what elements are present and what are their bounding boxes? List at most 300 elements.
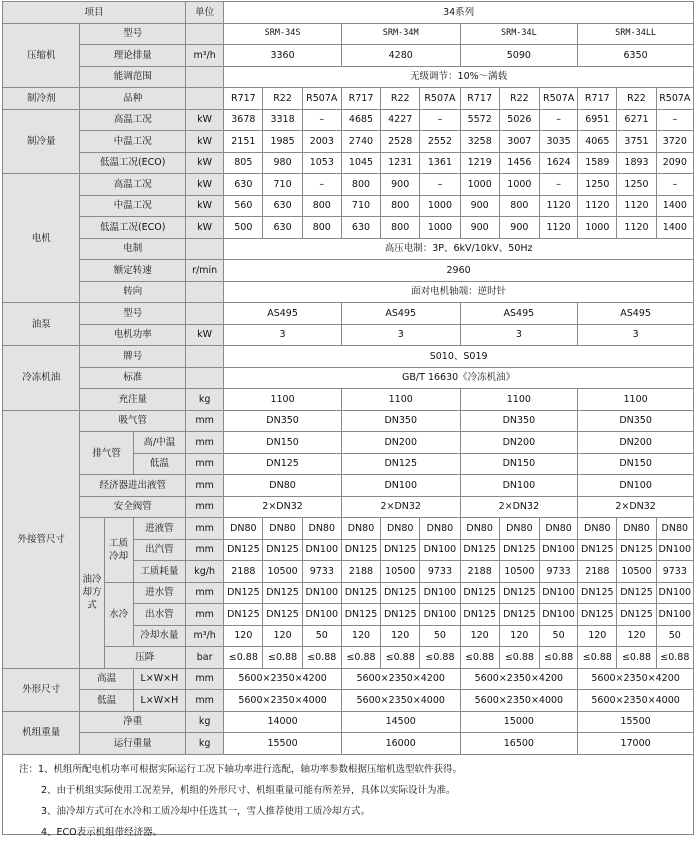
row-label: 经济器进出液管 bbox=[80, 475, 186, 497]
value-cell: 16000 bbox=[341, 733, 460, 755]
value-cell: 1893 bbox=[617, 152, 656, 174]
value-cell: 2188 bbox=[578, 561, 617, 583]
refrigerant-cell: R22 bbox=[381, 88, 420, 110]
value-cell: ≤0.88 bbox=[617, 647, 656, 669]
motor-power-row bbox=[3, 238, 694, 260]
dimension-spec: L×W×H bbox=[133, 668, 185, 690]
capacity-range-value: 无级调节：10%～满载 bbox=[224, 66, 694, 88]
row-label: 冷却水量 bbox=[133, 625, 185, 647]
value-cell: DN200 bbox=[341, 432, 460, 454]
value-cell: DN125 bbox=[381, 539, 420, 561]
value-cell: AS495 bbox=[460, 303, 578, 325]
value-cell: DN100 bbox=[420, 582, 460, 604]
value-cell: DN100 bbox=[460, 475, 578, 497]
value-cell: DN100 bbox=[656, 582, 693, 604]
value-cell: DN125 bbox=[341, 539, 380, 561]
refrigerant-cell: R22 bbox=[263, 88, 302, 110]
value-cell: 10500 bbox=[499, 561, 539, 583]
value-cell: 9733 bbox=[539, 561, 577, 583]
refrigerant-cell: R507A bbox=[420, 88, 460, 110]
value-cell: 900 bbox=[460, 195, 499, 217]
value-cell: 15000 bbox=[460, 711, 578, 733]
value-cell: 120 bbox=[578, 625, 617, 647]
oil-cooling-row bbox=[3, 582, 694, 604]
value-cell: 3 bbox=[341, 324, 460, 346]
value-cell: 2×DN32 bbox=[341, 496, 460, 518]
oil-brand-value: S010、S019 bbox=[224, 346, 694, 368]
refrigerant-label: 品种 bbox=[80, 88, 186, 110]
value-cell: 3007 bbox=[499, 131, 539, 153]
value-cell: AS495 bbox=[341, 303, 460, 325]
value-cell: DN200 bbox=[460, 432, 578, 454]
row-label: 中温工况 bbox=[80, 131, 186, 153]
value-cell: – bbox=[420, 174, 460, 196]
value-cell: DN100 bbox=[539, 539, 577, 561]
motor-rotation-row bbox=[3, 281, 694, 303]
value-cell: DN80 bbox=[341, 518, 380, 540]
value-cell: 980 bbox=[263, 152, 302, 174]
value-cell: 6271 bbox=[617, 109, 656, 131]
value-cell: 5600×2350×4200 bbox=[224, 668, 342, 690]
displacement-value: 5090 bbox=[460, 45, 578, 67]
value-cell: – bbox=[302, 109, 341, 131]
model-name: SRM-34M bbox=[341, 23, 460, 45]
row-label: 型号 bbox=[80, 303, 186, 325]
pipes-group: 外接管尺寸 bbox=[3, 410, 80, 668]
value-cell: 500 bbox=[224, 217, 263, 239]
refrigerant-cell: R717 bbox=[341, 88, 380, 110]
motor-row bbox=[3, 174, 694, 196]
header-item: 项目 bbox=[3, 2, 186, 24]
row-label: 安全阀管 bbox=[80, 496, 186, 518]
row-label: 净重 bbox=[80, 711, 186, 733]
value-cell: 50 bbox=[420, 625, 460, 647]
value-cell: DN350 bbox=[224, 410, 342, 432]
water-cooling-label: 水冷 bbox=[104, 582, 133, 647]
motor-speed-value: 2960 bbox=[224, 260, 694, 282]
header-series: 34系列 bbox=[224, 2, 694, 24]
value-cell: DN80 bbox=[656, 518, 693, 540]
value-cell: 630 bbox=[341, 217, 380, 239]
value-cell: 805 bbox=[224, 152, 263, 174]
header-unit: 单位 bbox=[186, 2, 224, 24]
value-cell: 1100 bbox=[460, 389, 578, 411]
value-cell: AS495 bbox=[224, 303, 342, 325]
value-cell: 1361 bbox=[420, 152, 460, 174]
refrigerant-cell: R717 bbox=[460, 88, 499, 110]
value-cell: 5600×2350×4000 bbox=[224, 690, 342, 712]
model-name: SRM-34S bbox=[224, 23, 342, 45]
row-label: 转向 bbox=[80, 281, 186, 303]
value-cell: DN200 bbox=[578, 432, 694, 454]
row-label: 压降 bbox=[104, 647, 185, 669]
row-unit: kg bbox=[186, 389, 224, 411]
row-label: 高/中温 bbox=[133, 432, 185, 454]
value-cell: DN125 bbox=[224, 582, 263, 604]
value-cell: 710 bbox=[341, 195, 380, 217]
value-cell: DN125 bbox=[381, 604, 420, 626]
value-cell: ≤0.88 bbox=[302, 647, 341, 669]
value-cell: 800 bbox=[341, 174, 380, 196]
refrigerant-cell: R507A bbox=[539, 88, 577, 110]
oil-group: 冷冻机油 bbox=[3, 346, 80, 411]
row-label: 牌号 bbox=[80, 346, 186, 368]
row-unit: mm bbox=[186, 539, 224, 561]
value-cell: DN100 bbox=[302, 604, 341, 626]
value-cell: ≤0.88 bbox=[539, 647, 577, 669]
value-cell: 120 bbox=[617, 625, 656, 647]
value-cell: 1250 bbox=[578, 174, 617, 196]
value-cell: 710 bbox=[263, 174, 302, 196]
value-cell: 2090 bbox=[656, 152, 693, 174]
value-cell: DN125 bbox=[617, 604, 656, 626]
row-label: 低温 bbox=[133, 453, 185, 475]
value-cell: 1400 bbox=[656, 195, 693, 217]
value-cell: 800 bbox=[381, 217, 420, 239]
pipe-row bbox=[3, 475, 694, 497]
value-cell: 2×DN32 bbox=[578, 496, 694, 518]
value-cell: 1985 bbox=[263, 131, 302, 153]
row-unit: m³/h bbox=[186, 625, 224, 647]
value-cell: 3751 bbox=[617, 131, 656, 153]
value-cell: 1000 bbox=[420, 195, 460, 217]
value-cell: ≤0.88 bbox=[224, 647, 263, 669]
value-cell: 1456 bbox=[499, 152, 539, 174]
row-label: 高温 bbox=[80, 668, 133, 690]
row-unit: kW bbox=[186, 109, 224, 131]
value-cell: DN80 bbox=[617, 518, 656, 540]
value-cell: 3258 bbox=[460, 131, 499, 153]
value-cell: 3318 bbox=[263, 109, 302, 131]
value-cell: ≤0.88 bbox=[381, 647, 420, 669]
value-cell: DN80 bbox=[499, 518, 539, 540]
row-unit: kW bbox=[186, 152, 224, 174]
value-cell: DN125 bbox=[224, 604, 263, 626]
value-cell: 800 bbox=[499, 195, 539, 217]
value-cell: 1400 bbox=[656, 217, 693, 239]
value-cell: 2552 bbox=[420, 131, 460, 153]
value-cell: DN125 bbox=[460, 539, 499, 561]
value-cell: 50 bbox=[302, 625, 341, 647]
value-cell: 3035 bbox=[539, 131, 577, 153]
value-cell: ≤0.88 bbox=[656, 647, 693, 669]
value-cell: DN125 bbox=[381, 582, 420, 604]
row-label: 高温工况 bbox=[80, 109, 186, 131]
row-label: 高温工况 bbox=[80, 174, 186, 196]
value-cell: 120 bbox=[341, 625, 380, 647]
value-cell: 1045 bbox=[341, 152, 380, 174]
value-cell: 2188 bbox=[460, 561, 499, 583]
value-cell: DN80 bbox=[460, 518, 499, 540]
value-cell: ≤0.88 bbox=[578, 647, 617, 669]
value-cell: 3720 bbox=[656, 131, 693, 153]
value-cell: 5026 bbox=[499, 109, 539, 131]
spec-table bbox=[2, 1, 694, 755]
oil-row bbox=[3, 367, 694, 389]
value-cell: 2×DN32 bbox=[460, 496, 578, 518]
value-cell: DN125 bbox=[578, 604, 617, 626]
row-unit: mm bbox=[186, 518, 224, 540]
weight-row bbox=[3, 733, 694, 755]
value-cell: 120 bbox=[381, 625, 420, 647]
value-cell: DN125 bbox=[578, 582, 617, 604]
value-cell: DN80 bbox=[263, 518, 302, 540]
displacement-unit: m³/h bbox=[186, 45, 224, 67]
row-label: 低温 bbox=[80, 690, 133, 712]
value-cell: 14500 bbox=[341, 711, 460, 733]
row-unit: mm bbox=[186, 432, 224, 454]
value-cell: ≤0.88 bbox=[460, 647, 499, 669]
value-cell: 800 bbox=[381, 195, 420, 217]
value-cell: 1624 bbox=[539, 152, 577, 174]
value-cell: 4227 bbox=[381, 109, 420, 131]
refrigerant-cell: R507A bbox=[656, 88, 693, 110]
value-cell: 2188 bbox=[341, 561, 380, 583]
value-cell: 2003 bbox=[302, 131, 341, 153]
value-cell: DN80 bbox=[224, 475, 342, 497]
value-cell: 5600×2350×4200 bbox=[460, 668, 578, 690]
value-cell: AS495 bbox=[578, 303, 694, 325]
refrigerant-row bbox=[3, 88, 694, 110]
value-cell: 120 bbox=[263, 625, 302, 647]
oil-pump-group: 油泵 bbox=[3, 303, 80, 346]
value-cell: 120 bbox=[499, 625, 539, 647]
value-cell: 15500 bbox=[578, 711, 694, 733]
value-cell: – bbox=[656, 174, 693, 196]
value-cell: 3 bbox=[578, 324, 694, 346]
value-cell: DN80 bbox=[578, 518, 617, 540]
value-cell: 1000 bbox=[578, 217, 617, 239]
cooling-row bbox=[3, 152, 694, 174]
value-cell: DN125 bbox=[341, 604, 380, 626]
value-cell: DN80 bbox=[224, 518, 263, 540]
row-unit: kW bbox=[186, 174, 224, 196]
value-cell: DN125 bbox=[263, 539, 302, 561]
value-cell: DN125 bbox=[341, 582, 380, 604]
row-unit: mm bbox=[186, 582, 224, 604]
value-cell: DN80 bbox=[302, 518, 341, 540]
value-cell: 3 bbox=[460, 324, 578, 346]
motor-group: 电机 bbox=[3, 174, 80, 303]
value-cell: DN125 bbox=[499, 604, 539, 626]
row-label: 中温工况 bbox=[80, 195, 186, 217]
value-cell: 900 bbox=[460, 217, 499, 239]
value-cell: DN125 bbox=[499, 582, 539, 604]
value-cell: 1250 bbox=[617, 174, 656, 196]
value-cell: ≤0.88 bbox=[499, 647, 539, 669]
value-cell: DN125 bbox=[499, 539, 539, 561]
value-cell: – bbox=[420, 109, 460, 131]
compressor-group: 压缩机 bbox=[3, 23, 80, 88]
row-label: 标准 bbox=[80, 367, 186, 389]
oil-pump-row bbox=[3, 303, 694, 325]
value-cell: DN100 bbox=[656, 539, 693, 561]
value-cell: DN125 bbox=[341, 453, 460, 475]
value-cell: – bbox=[539, 174, 577, 196]
model-name: SRM-34L bbox=[460, 23, 578, 45]
value-cell: 4065 bbox=[578, 131, 617, 153]
row-unit: kg/h bbox=[186, 561, 224, 583]
value-cell: 3 bbox=[224, 324, 342, 346]
oil-cooling-label: 油冷却方式 bbox=[80, 518, 104, 669]
refrigerant-cell: R717 bbox=[224, 88, 263, 110]
value-cell: 3678 bbox=[224, 109, 263, 131]
value-cell: ≤0.88 bbox=[341, 647, 380, 669]
value-cell: DN125 bbox=[460, 604, 499, 626]
value-cell: 4685 bbox=[341, 109, 380, 131]
value-cell: DN125 bbox=[617, 582, 656, 604]
value-cell: – bbox=[656, 109, 693, 131]
row-label: 低温工况(ECO) bbox=[80, 152, 186, 174]
displacement-label: 理论排量 bbox=[80, 45, 186, 67]
value-cell: DN350 bbox=[341, 410, 460, 432]
value-cell: 2×DN32 bbox=[224, 496, 342, 518]
dimension-row bbox=[3, 668, 694, 690]
value-cell: DN125 bbox=[263, 604, 302, 626]
capacity-range-row bbox=[3, 66, 694, 88]
row-label: 进液管 bbox=[133, 518, 185, 540]
row-unit: kg bbox=[186, 733, 224, 755]
value-cell: DN80 bbox=[420, 518, 460, 540]
value-cell: 10500 bbox=[381, 561, 420, 583]
refrigerant-cell: R22 bbox=[617, 88, 656, 110]
note: 注：1、机组所配电机功率可根据实际运行工况下轴功率进行选配，轴功率参数根据压缩机选型软件获得。 bbox=[19, 763, 463, 775]
oil-cooling-row bbox=[3, 518, 694, 540]
value-cell: DN100 bbox=[656, 604, 693, 626]
row-unit: r/min bbox=[186, 260, 224, 282]
value-cell: 1100 bbox=[578, 389, 694, 411]
row-unit: mm bbox=[186, 475, 224, 497]
value-cell: DN125 bbox=[263, 582, 302, 604]
value-cell: DN100 bbox=[539, 582, 577, 604]
value-cell: – bbox=[539, 109, 577, 131]
value-cell: ≤0.88 bbox=[263, 647, 302, 669]
value-cell: 1000 bbox=[499, 174, 539, 196]
refrigerant-cell: R22 bbox=[499, 88, 539, 110]
header-row bbox=[3, 2, 694, 24]
value-cell: DN80 bbox=[381, 518, 420, 540]
value-cell: 10500 bbox=[263, 561, 302, 583]
value-cell: 17000 bbox=[578, 733, 694, 755]
value-cell: 1000 bbox=[460, 174, 499, 196]
row-label: 工质耗量 bbox=[133, 561, 185, 583]
value-cell: DN125 bbox=[224, 453, 342, 475]
oil-standard-value: GB/T 16630《冷冻机油》 bbox=[224, 367, 694, 389]
note: 3、油冷却方式可在水冷和工质冷却中任选其一，雪人推荐使用工质冷却方式。 bbox=[41, 805, 371, 817]
motor-row bbox=[3, 195, 694, 217]
row-unit: kg bbox=[186, 711, 224, 733]
value-cell: 1100 bbox=[341, 389, 460, 411]
row-unit: kW bbox=[186, 131, 224, 153]
refrigerant-cell: R717 bbox=[578, 88, 617, 110]
value-cell: 9733 bbox=[302, 561, 341, 583]
value-cell: 2188 bbox=[224, 561, 263, 583]
value-cell: 1120 bbox=[617, 217, 656, 239]
cooling-row bbox=[3, 131, 694, 153]
value-cell: 800 bbox=[302, 195, 341, 217]
value-cell: DN100 bbox=[341, 475, 460, 497]
value-cell: DN150 bbox=[224, 432, 342, 454]
value-cell: 1053 bbox=[302, 152, 341, 174]
value-cell: 1120 bbox=[578, 195, 617, 217]
value-cell: 630 bbox=[263, 195, 302, 217]
pipe-row bbox=[3, 432, 694, 454]
dimension-row bbox=[3, 690, 694, 712]
discharge-label: 排气管 bbox=[80, 432, 133, 475]
value-cell: 6951 bbox=[578, 109, 617, 131]
value-cell: 1589 bbox=[578, 152, 617, 174]
value-cell: 5600×2350×4000 bbox=[341, 690, 460, 712]
value-cell: DN350 bbox=[460, 410, 578, 432]
note: 2、由于机组实际使用工况差异，机组的外形尺寸、机组重量可能有所差异，具体以实际设计为准。 bbox=[41, 784, 456, 796]
motor-power-value: 高压电制：3P、6kV/10kV、50Hz bbox=[224, 238, 694, 260]
motor-rotation-value: 面对电机轴端：逆时针 bbox=[224, 281, 694, 303]
row-label: 电机功率 bbox=[80, 324, 186, 346]
row-unit: mm bbox=[186, 668, 224, 690]
value-cell: 1231 bbox=[381, 152, 420, 174]
value-cell: 9733 bbox=[420, 561, 460, 583]
value-cell: 5600×2350×4000 bbox=[460, 690, 578, 712]
value-cell: 14000 bbox=[224, 711, 342, 733]
value-cell: 2740 bbox=[341, 131, 380, 153]
model-name: SRM-34LL bbox=[578, 23, 694, 45]
row-label: 出汽管 bbox=[133, 539, 185, 561]
value-cell: DN100 bbox=[302, 539, 341, 561]
value-cell: 900 bbox=[381, 174, 420, 196]
value-cell: 5572 bbox=[460, 109, 499, 131]
value-cell: DN125 bbox=[578, 539, 617, 561]
row-label: 吸气管 bbox=[80, 410, 186, 432]
value-cell: 630 bbox=[263, 217, 302, 239]
displacement-value: 3360 bbox=[224, 45, 342, 67]
motor-row bbox=[3, 217, 694, 239]
value-cell: DN100 bbox=[539, 604, 577, 626]
value-cell: DN100 bbox=[302, 582, 341, 604]
capacity-range-label: 能调范围 bbox=[80, 66, 186, 88]
row-label: 电制 bbox=[80, 238, 186, 260]
value-cell: DN100 bbox=[420, 604, 460, 626]
value-cell: 630 bbox=[224, 174, 263, 196]
oil-row bbox=[3, 389, 694, 411]
value-cell: 50 bbox=[656, 625, 693, 647]
row-label: 出水管 bbox=[133, 604, 185, 626]
dimensions-group: 外形尺寸 bbox=[3, 668, 80, 711]
row-unit: kW bbox=[186, 195, 224, 217]
value-cell: 16500 bbox=[460, 733, 578, 755]
value-cell: 120 bbox=[460, 625, 499, 647]
row-label: 进水管 bbox=[133, 582, 185, 604]
row-unit: mm bbox=[186, 604, 224, 626]
refrigerant-cell: R507A bbox=[302, 88, 341, 110]
value-cell: 10500 bbox=[617, 561, 656, 583]
model-row bbox=[3, 23, 694, 45]
process-cooling-label: 工质冷却 bbox=[104, 518, 133, 583]
displacement-row bbox=[3, 45, 694, 67]
value-cell: 1000 bbox=[420, 217, 460, 239]
value-cell: DN100 bbox=[420, 539, 460, 561]
displacement-value: 4280 bbox=[341, 45, 460, 67]
value-cell: 560 bbox=[224, 195, 263, 217]
value-cell: 2528 bbox=[381, 131, 420, 153]
cooling-row bbox=[3, 109, 694, 131]
value-cell: DN150 bbox=[578, 453, 694, 475]
row-unit: mm bbox=[186, 453, 224, 475]
value-cell: 120 bbox=[224, 625, 263, 647]
dimension-spec: L×W×H bbox=[133, 690, 185, 712]
value-cell: 50 bbox=[539, 625, 577, 647]
model-label: 型号 bbox=[80, 23, 186, 45]
value-cell: ≤0.88 bbox=[420, 647, 460, 669]
